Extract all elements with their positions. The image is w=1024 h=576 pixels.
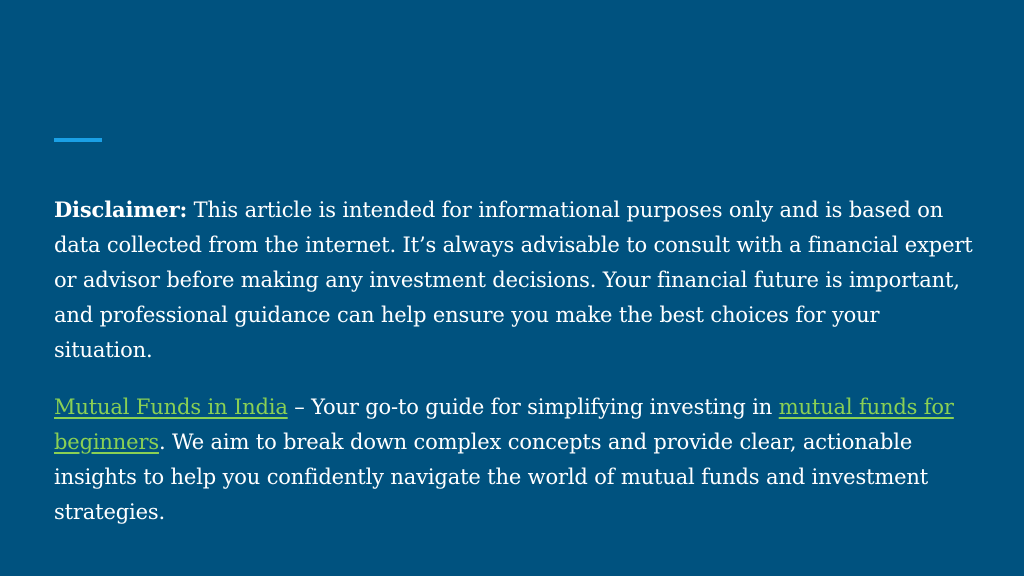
disclaimer-paragraph	[54, 192, 984, 368]
mutual-funds-india-link[interactable]: Mutual Funds in India	[54, 395, 288, 419]
intro-text-1: – Your go-to guide for simplifying investing in	[287, 395, 779, 419]
accent-bar	[54, 138, 102, 142]
intro-paragraph	[54, 390, 984, 530]
slide-body	[54, 192, 984, 530]
intro-text-2: . We aim to break down complex concepts and provide clear, actionable insights to help you confidently navigate the world of mutual funds and investment strategies.	[54, 430, 929, 524]
disclaimer-label: Disclaimer:	[54, 197, 188, 222]
mutual-funds-beginners-link[interactable]: mutual funds for beginners	[54, 395, 954, 454]
disclaimer-text: This article is intended for informational purposes only and is based on data collected from the internet. It’s always advisable to consult with a financial expert or advisor before making any investment decisions. Your financial future is important, and professional guidance can help ensure you make the best choices for your situation.	[54, 198, 973, 362]
